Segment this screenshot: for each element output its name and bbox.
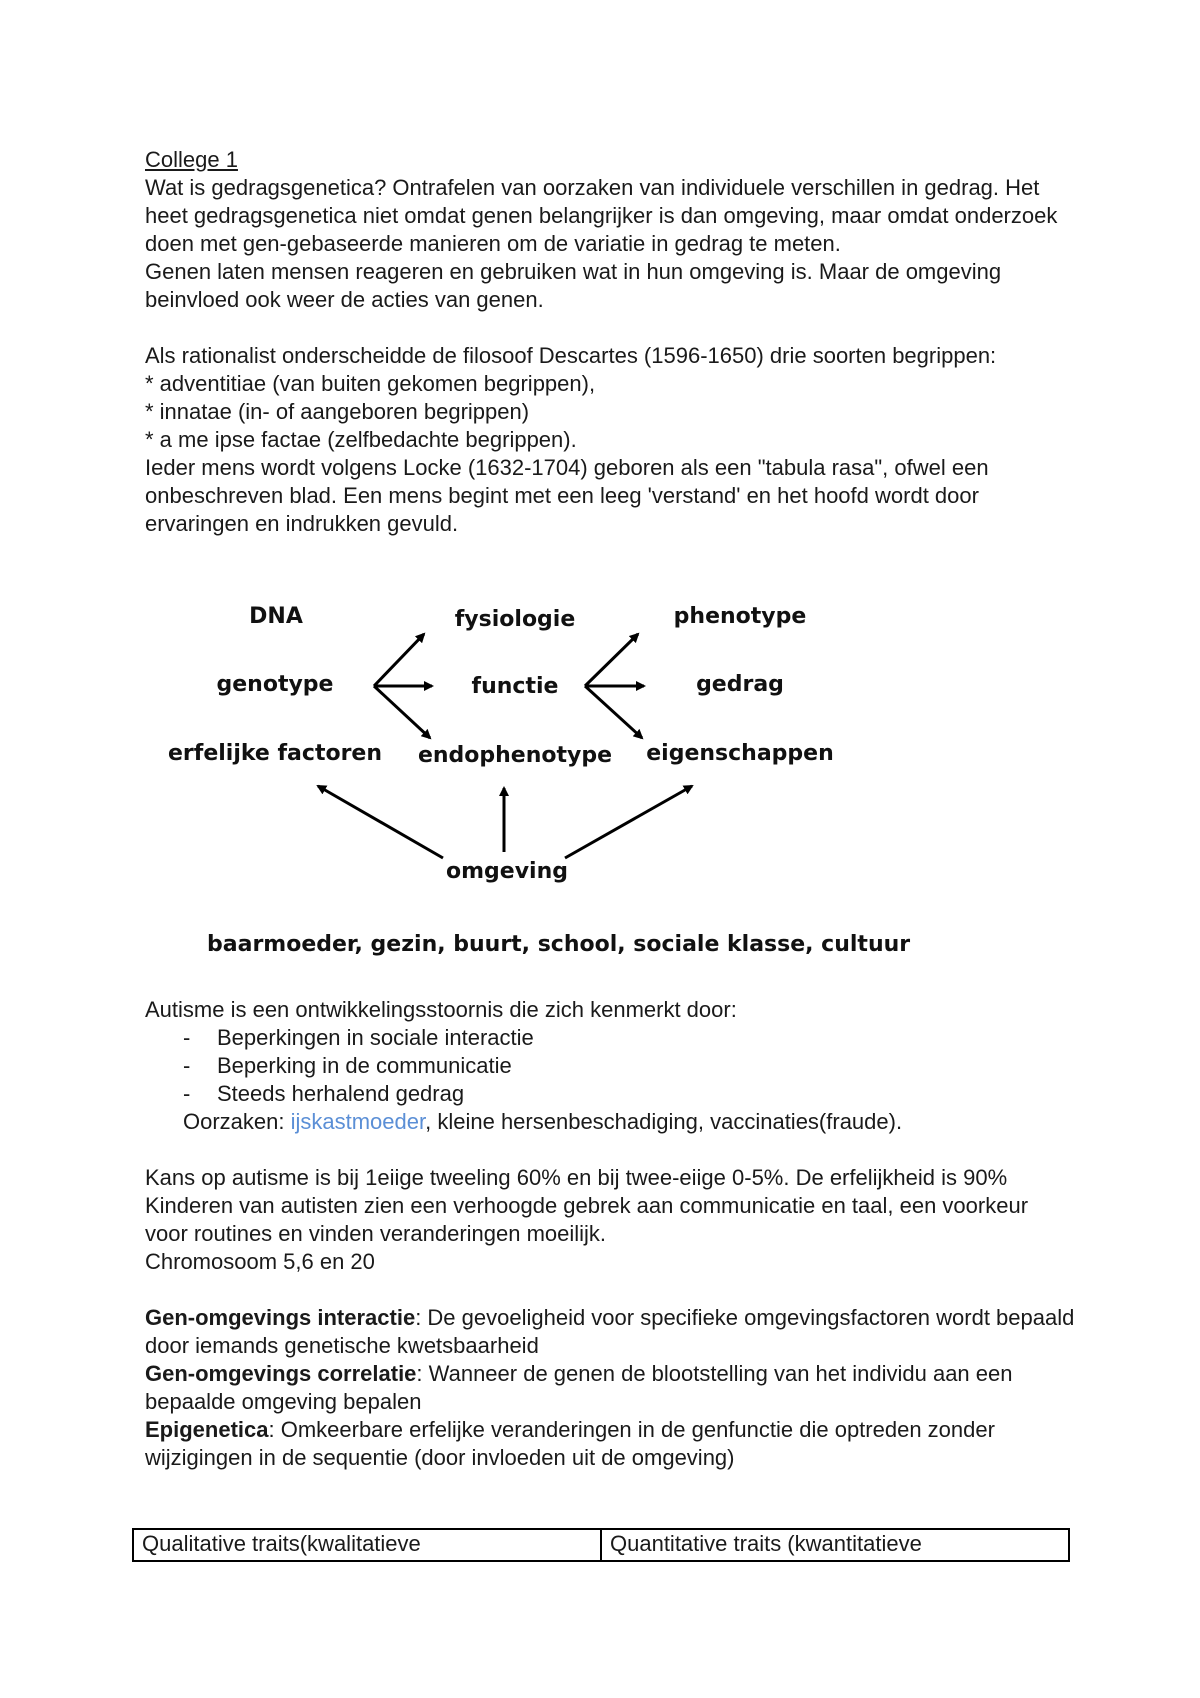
definition-term: Epigenetica xyxy=(145,1417,269,1442)
diagram-environment-label: omgeving xyxy=(446,859,568,884)
causes-line xyxy=(145,1108,1075,1136)
definition-term: Gen-omgevings interactie xyxy=(145,1305,416,1330)
arrow-env-left xyxy=(318,786,443,858)
diagram-arrows xyxy=(160,604,880,964)
list-item: - Steeds herhalend gedrag xyxy=(145,1080,1075,1108)
descartes-item: * a me ipse factae (zelfbedachte begrippen). xyxy=(145,427,577,452)
intro-paragraph: Wat is gedragsgenetica? Ontrafelen van oorzaken van individuele verschillen in gedrag. Het heet gedragsgenetica niet omdat genen belangrijker is dan omgeving, maar omdat onderzoek doen met gen-gebaseerde manieren om de variatie in gedrag te meten. xyxy=(145,175,1058,256)
diagram-label: DNA xyxy=(249,604,303,629)
definition-text: : De gevoeligheid voor specifieke omgevingsfactoren wordt bepaald door iemands genetische kwetsbaarheid xyxy=(145,1305,1075,1358)
diagram-label: erfelijke factoren xyxy=(167,741,383,766)
diagram-label: gedrag xyxy=(696,672,784,697)
definition-correlation xyxy=(145,1360,1075,1416)
genes-paragraph: Genen laten mensen reageren en gebruiken wat in hun omgeving is. Maar de omgeving beinvloed ook weer de acties van genen. xyxy=(145,259,1002,312)
diagram-label: fysiologie xyxy=(454,607,576,632)
descartes-item: * innatae (in- of aangeboren begrippen) xyxy=(145,399,530,424)
arrow-left-up xyxy=(374,634,424,686)
definition-term: Gen-omgevings correlatie xyxy=(145,1361,417,1386)
arrow-env-right xyxy=(565,786,692,858)
gene-environment-diagram xyxy=(160,604,911,964)
environment-list: baarmoeder, gezin, buurt, school, sociale klasse, cultuur xyxy=(207,932,911,957)
diagram-label: eigenschappen xyxy=(646,741,834,766)
table-header-quantitative: Quantitative traits (kwantitatieve xyxy=(601,1529,1069,1561)
descartes-paragraph: Als rationalist onderscheidde de filosoof Descartes (1596-1650) drie soorten begrippen: xyxy=(145,343,997,368)
autism-bullet-list xyxy=(145,1024,1075,1108)
arrow-left-down xyxy=(374,686,430,738)
table-header-qualitative: Qualitative traits(kwalitatieve xyxy=(133,1529,601,1561)
locke-paragraph: Ieder mens wordt volgens Locke (1632-1704) geboren als een "tabula rasa", ofwel een onbeschreven blad. Een mens begint met een leeg 'verstand' en het hoofd wordt door ervaringen en indrukken gevuld. xyxy=(145,455,989,536)
children-paragraph: Kinderen van autisten zien een verhoogde gebrek aan communicatie en taal, een voorkeur voor routines en vinden veranderingen moeilijk. xyxy=(145,1193,1029,1246)
diagram-label: endophenotype xyxy=(417,743,613,768)
descartes-item: * adventitiae (van buiten gekomen begrippen), xyxy=(145,371,596,396)
list-item: - Beperking in de communicatie xyxy=(145,1052,1075,1080)
diagram-label: genotype xyxy=(216,672,334,697)
diagram-label: phenotype xyxy=(673,604,807,629)
page-title: College 1 xyxy=(145,147,238,172)
ijskastmoeder-link[interactable]: ijskastmoeder xyxy=(290,1109,426,1134)
arrow-right-up xyxy=(585,634,638,686)
causes-rest: , kleine hersenbeschadiging, vaccinaties(fraude). xyxy=(425,1109,903,1134)
arrow-right-down xyxy=(585,686,642,738)
diagram-label: functie xyxy=(471,674,559,699)
definition-text: : Wanneer de genen de blootstelling van het individu aan een bepaalde omgeving bepalen xyxy=(145,1361,1013,1414)
definition-interaction xyxy=(145,1304,1075,1360)
definition-epigenetics xyxy=(145,1416,1075,1472)
intro-section xyxy=(145,146,1075,538)
autism-section xyxy=(145,996,1075,1472)
list-item: - Beperkingen in sociale interactie xyxy=(145,1024,1075,1052)
traits-table xyxy=(132,1528,1070,1562)
autism-lead: Autisme is een ontwikkelingsstoornis die zich kenmerkt door: xyxy=(145,997,737,1022)
chromosome-line: Chromosoom 5,6 en 20 xyxy=(145,1249,375,1274)
causes-label: Oorzaken: xyxy=(183,1109,291,1134)
definition-text: : Omkeerbare erfelijke veranderingen in de genfunctie die optreden zonder wijzigingen in de sequentie (door invloeden uit de omgeving) xyxy=(145,1417,995,1470)
twins-paragraph: Kans op autisme is bij 1eiige tweeling 60% en bij twee-eiige 0-5%. De erfelijkheid is 90% xyxy=(145,1165,1008,1190)
table-row xyxy=(133,1529,1069,1561)
